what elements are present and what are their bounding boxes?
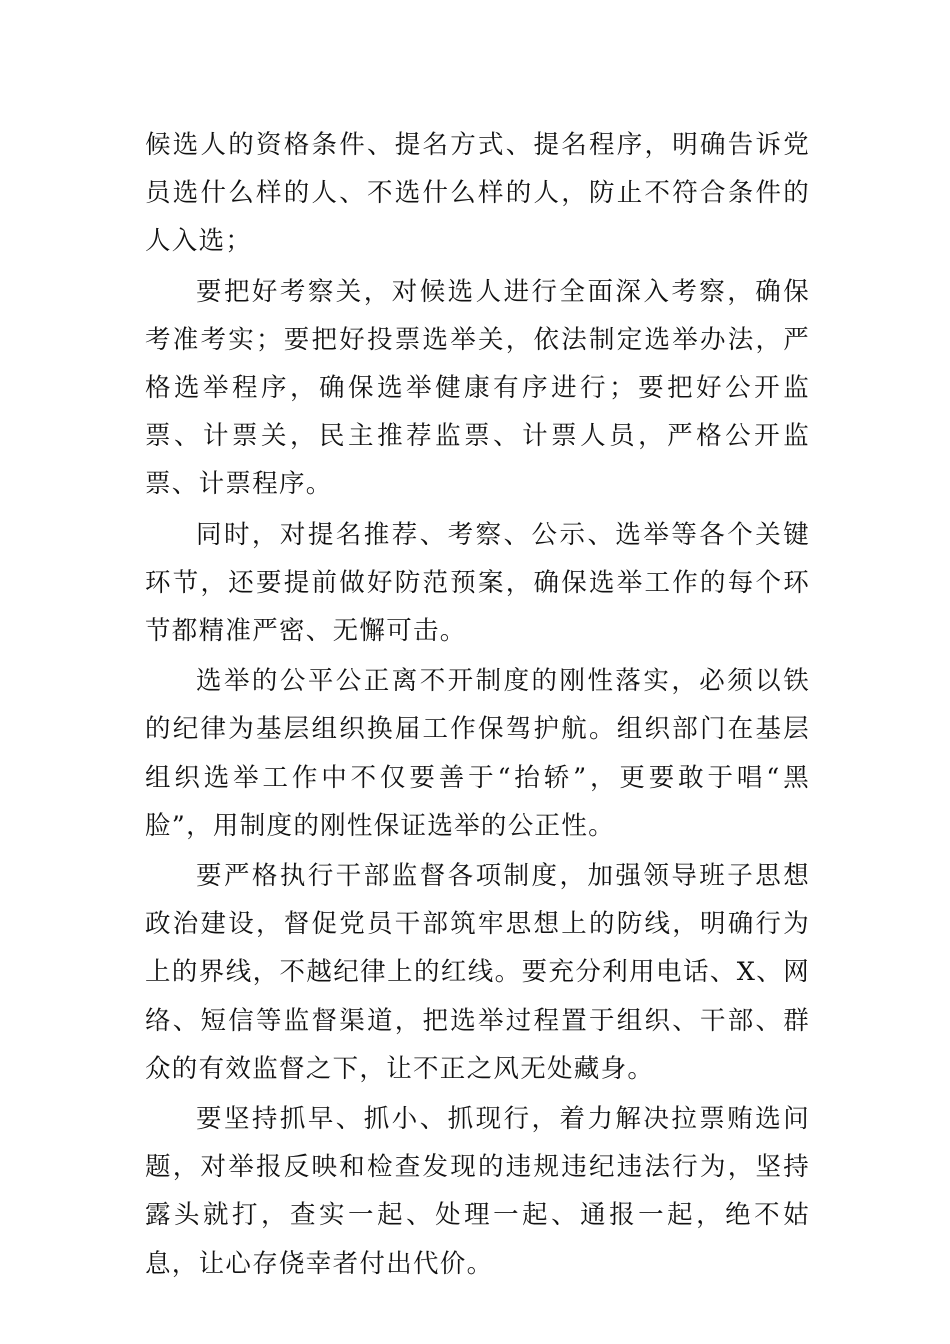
paragraph-continuation: 候选人的资格条件、提名方式、提名程序，明确告诉党员选什么样的人、不选什么样的人，防止不符合条件的人入选； <box>145 130 810 257</box>
paragraph-enforcement: 要坚持抓早、抓小、抓现行，着力解决拉票贿选问题，对举报反映和检查发现的违规违纪违法行为，坚持露头就打，查实一起、处理一起、通报一起，绝不姑息，让心存侥幸者付出代价。 <box>145 1104 810 1279</box>
document-body <box>145 121 810 1288</box>
paragraph-inspection-voting: 要把好考察关，对候选人进行全面深入考察，确保考准考实；要把好投票选举关，依法制定选举办法，严格选举程序，确保选举健康有序进行；要把好公开监票、计票关，民主推荐监票、计票人员，严格公开监票、计票程序。 <box>145 276 810 500</box>
paragraph-supervision: 要严格执行干部监督各项制度，加强领导班子思想政治建设，督促党员干部筑牢思想上的防线，明确行为上的界线，不越纪律上的红线。要充分利用电话、X、网络、短信等监督渠道，把选举过程置于组织、干部、群众的有效监督之下，让不正之风无处藏身。 <box>145 861 810 1084</box>
paragraph-discipline: 选举的公平公正离不开制度的刚性落实，必须以铁的纪律为基层组织换届工作保驾护航。组织部门在基层组织选举工作中不仅要善于“抬轿”，更要敢于唱“黑脸”，用制度的刚性保证选举的公正性。 <box>145 666 810 841</box>
paragraph-prevention-plan: 同时，对提名推荐、考察、公示、选举等各个关键环节，还要提前做好防范预案，确保选举工作的每个环节都精准严密、无懈可击。 <box>145 519 810 647</box>
